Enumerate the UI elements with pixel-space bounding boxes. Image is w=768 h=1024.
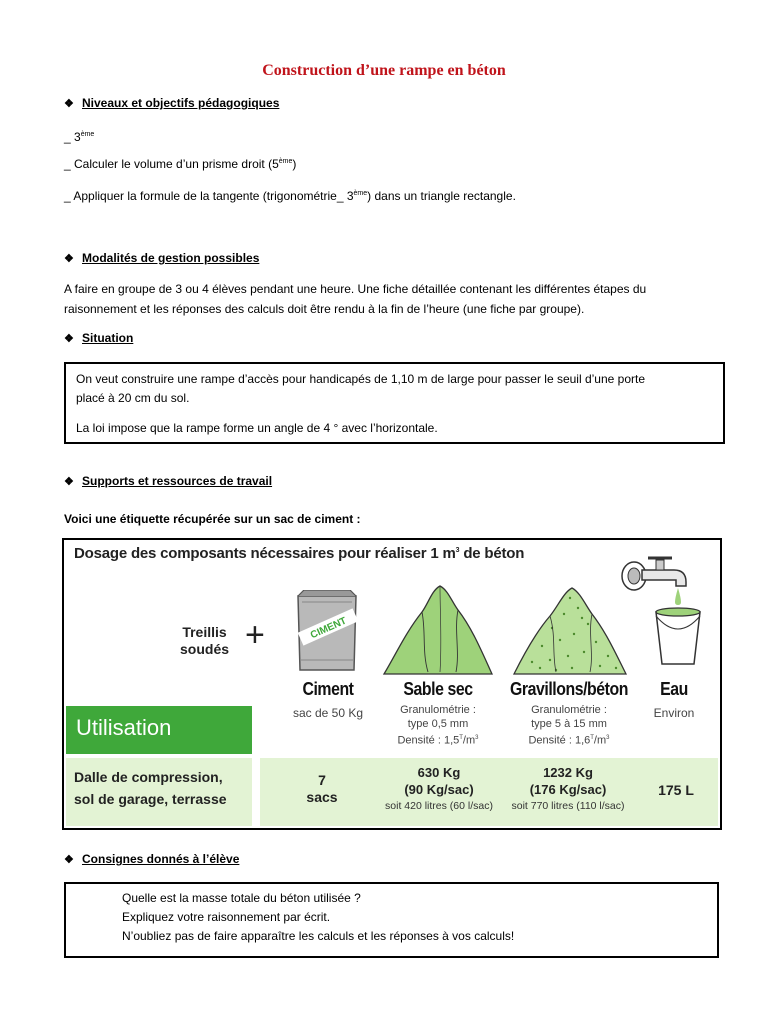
utilisation-banner [66,706,252,754]
level-text: _ 3 [64,130,81,144]
sable-value [372,764,506,815]
section-heading-text: Consignes donnés à l’élève [82,852,240,866]
ciment-desc: sac de 50 Kg [292,706,364,720]
modalites-line: A faire en groupe de 3 ou 4 élèves pendant une heure. Une fiche détaillée contenant les différentes étapes du [64,282,647,296]
objective-text: _ Appliquer la formule de la tangente (trigonométrie_ 3 [64,189,354,203]
consigne-line: Quelle est la masse totale du béton utilisée ? [122,891,361,905]
sable-desc-line: type 0,5 mm [407,718,469,730]
ciment-value-line: sacs [306,789,338,805]
level-line [64,130,94,144]
consignes-box [64,882,719,958]
section-heading-text: Situation [82,331,134,345]
eau-value: 175 L [658,782,694,798]
sable-value-line: (90 Kg/sac) [404,782,474,797]
sable-density-unit-sup: 3 [475,735,479,741]
label-heading-text: Dosage des composants nécessaires pour réaliser 1 m [74,545,456,562]
treillis-line: Treillis [182,624,227,640]
component-eau-name: Eau [660,679,688,699]
situation-line: La loi impose que la rampe forme un angle de 4 ° avec l’horizontale. [76,421,438,435]
ciment-value-line: 7 [318,772,326,788]
consigne-line: Expliquez votre raisonnement par écrit. [122,910,331,924]
objective-suffix: ) dans un triangle rectangle. [367,189,516,203]
sable-density-text: Densité : 1,5 [397,734,460,747]
usage-text [74,766,227,810]
gravillons-density [504,731,634,748]
section-situation-heading [64,331,133,345]
section-heading-text: Supports et ressources de travail [82,474,273,488]
section-heading-text: Modalités de gestion possibles [82,251,260,265]
level-sup: ème [80,131,95,138]
component-ciment-name: Ciment [302,679,354,699]
cement-label-figure [62,538,722,830]
section-consignes-heading [64,852,239,866]
supports-intro: Voici une étiquette récupérée sur un sac de ciment : [64,512,361,526]
eau-desc: Environ [653,706,695,720]
diamond-bullet-icon: ❖ [64,253,74,265]
faucet-bucket-icon [612,546,712,670]
gravillons-value-litres: soit 770 litres (110 l/sac) [511,800,625,812]
treillis-line: soudés [180,641,230,657]
bag-text: CIMENT [308,615,349,642]
component-gravillons-name: Gravillons/béton [510,679,628,699]
section-heading-text: Niveaux et objectifs pédagogiques [82,96,280,110]
treillis-label [180,624,229,658]
gravillons-desc-line: type 5 à 15 mm [531,718,607,730]
sable-desc [382,703,494,748]
gravillons-value-line: (176 Kg/sac) [529,782,607,797]
modalites-text [64,279,704,319]
situation-line: On veut construire une rampe d’accès pour handicapés de 1,10 m de large pour passer le seuil d’une porte [76,372,646,386]
sable-density [382,731,494,748]
plus-sign: + [245,616,265,654]
section-supports-heading [64,474,272,488]
modalites-line: raisonnement et les réponses des calculs doit être rendu à la fin de l’heure (une fiche par groupe). [64,302,585,316]
gravillons-density-unit-sup: 3 [606,735,610,741]
diamond-bullet-icon: ❖ [64,98,74,110]
label-heading [74,545,524,562]
usage-line: Dalle de compression, [74,769,223,785]
sable-pile-icon [382,582,494,676]
section-niveaux-heading [64,96,279,110]
sable-density-unit: /m [462,734,476,747]
sable-value-line: 630 Kg [417,765,461,780]
page-title: Construction d’une rampe en béton [262,62,506,79]
sable-value-litres: soit 420 litres (60 l/sac) [385,800,493,812]
diamond-bullet-icon: ❖ [64,333,74,345]
sable-density-sup: T [459,735,463,741]
ciment-value [290,772,354,806]
gravillons-desc-line: Granulométrie : [531,704,607,716]
gravillons-desc [504,703,634,748]
objective-sup: ème [353,190,368,197]
usage-line: sol de garage, terrasse [74,791,227,807]
diamond-bullet-icon: ❖ [64,854,74,866]
label-heading-sup: 3 [455,547,460,554]
diamond-bullet-icon: ❖ [64,476,74,488]
objective-volume [64,157,296,171]
situation-box [64,362,725,444]
objective-text: _ Calculer le volume d’un prisme droit (5 [64,157,279,171]
gravillons-value [498,764,638,815]
sable-desc-line: Granulométrie : [400,704,476,716]
cement-bag-icon [292,590,362,672]
label-heading-suffix: de béton [459,545,525,562]
objective-sup: ème [278,158,293,165]
consigne-line: N’oubliez pas de faire apparaître les calculs et les réponses à vos calculs! [122,929,515,943]
gravillons-pile-icon [512,584,628,676]
gravillons-density-text: Densité : 1,6 [528,734,591,747]
component-sable-name: Sable sec [403,679,473,699]
utilisation-text: Utilisation [76,715,172,740]
objective-suffix: ) [292,157,297,171]
section-modalites-heading [64,251,259,265]
gravillons-density-unit: /m [593,734,607,747]
situation-line: placé à 20 cm du sol. [76,391,190,405]
objective-tangente [64,189,516,203]
gravillons-density-sup: T [590,735,594,741]
gravillons-value-line: 1232 Kg [543,765,593,780]
